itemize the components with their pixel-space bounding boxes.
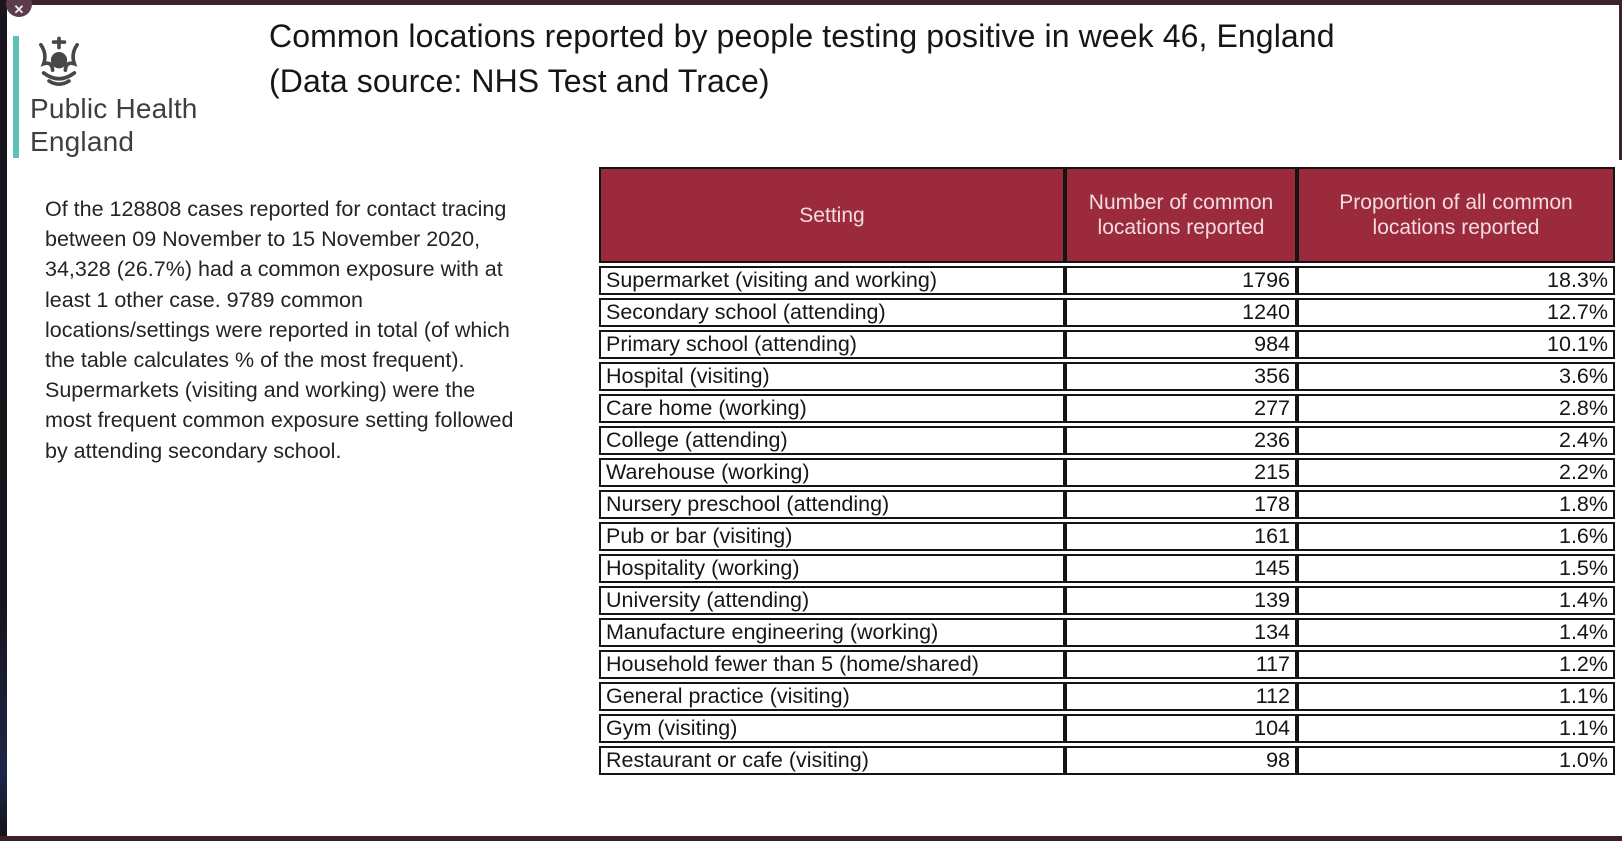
cell-count: 178 bbox=[1065, 490, 1297, 519]
cell-count: 117 bbox=[1065, 650, 1297, 679]
table-header-row bbox=[599, 167, 1615, 263]
cell-count: 215 bbox=[1065, 458, 1297, 487]
col-header-proportion: Proportion of all common locations reported bbox=[1297, 167, 1615, 263]
cell-setting: Pub or bar (visiting) bbox=[599, 522, 1065, 551]
cell-setting: Household fewer than 5 (home/shared) bbox=[599, 650, 1065, 679]
cell-proportion: 2.4% bbox=[1297, 426, 1615, 455]
frame-edge-left bbox=[0, 0, 7, 841]
table-row bbox=[599, 490, 1615, 519]
table-row bbox=[599, 618, 1615, 647]
cell-count: 145 bbox=[1065, 554, 1297, 583]
cell-setting: Hospital (visiting) bbox=[599, 362, 1065, 391]
cell-count: 984 bbox=[1065, 330, 1297, 359]
cell-proportion: 1.0% bbox=[1297, 746, 1615, 775]
table-row bbox=[599, 298, 1615, 327]
phe-logo-text bbox=[30, 92, 198, 158]
cell-setting: Gym (visiting) bbox=[599, 714, 1065, 743]
cell-setting: Restaurant or cafe (visiting) bbox=[599, 746, 1065, 775]
cell-count: 277 bbox=[1065, 394, 1297, 423]
table-row bbox=[599, 714, 1615, 743]
cell-setting: Manufacture engineering (working) bbox=[599, 618, 1065, 647]
cell-setting: Secondary school (attending) bbox=[599, 298, 1065, 327]
cell-setting: Nursery preschool (attending) bbox=[599, 490, 1065, 519]
cell-count: 1240 bbox=[1065, 298, 1297, 327]
cell-proportion: 1.4% bbox=[1297, 586, 1615, 615]
table-row bbox=[599, 426, 1615, 455]
cell-setting: Hospitality (working) bbox=[599, 554, 1065, 583]
col-header-count: Number of common locations reported bbox=[1065, 167, 1297, 263]
table-body bbox=[599, 266, 1615, 775]
page-title bbox=[269, 14, 1335, 104]
phe-logo-line2: England bbox=[30, 126, 135, 157]
close-icon[interactable]: ✕ bbox=[6, 0, 32, 17]
locations-table bbox=[599, 164, 1615, 778]
summary-paragraph: Of the 128808 cases reported for contact tracing between 09 November to 15 November 2020, 34,328 (26.7%) had a common exposure with at least 1 other case. 9789 common locations/settings were reported in total (of which the table calculates % of the most frequent). Supermarkets (visiting and working) were the most frequent common exposure setting followed by attending secondary school. bbox=[45, 197, 514, 463]
phe-logo-line1: Public Health bbox=[30, 93, 198, 124]
cell-proportion: 18.3% bbox=[1297, 266, 1615, 295]
frame-edge-top bbox=[0, 0, 1622, 5]
cell-proportion: 2.8% bbox=[1297, 394, 1615, 423]
table-row bbox=[599, 522, 1615, 551]
cell-setting: General practice (visiting) bbox=[599, 682, 1065, 711]
table-row bbox=[599, 394, 1615, 423]
cell-setting: Supermarket (visiting and working) bbox=[599, 266, 1065, 295]
table-row bbox=[599, 650, 1615, 679]
cell-proportion: 1.2% bbox=[1297, 650, 1615, 679]
phe-logo-teal-bar bbox=[13, 36, 19, 158]
table-row bbox=[599, 330, 1615, 359]
cell-proportion: 12.7% bbox=[1297, 298, 1615, 327]
cell-count: 1796 bbox=[1065, 266, 1297, 295]
table-row bbox=[599, 362, 1615, 391]
page-title-line1: Common locations reported by people testing positive in week 46, England bbox=[269, 18, 1335, 54]
cell-proportion: 1.8% bbox=[1297, 490, 1615, 519]
cell-setting: College (attending) bbox=[599, 426, 1065, 455]
cell-count: 139 bbox=[1065, 586, 1297, 615]
cell-proportion: 1.5% bbox=[1297, 554, 1615, 583]
cell-count: 356 bbox=[1065, 362, 1297, 391]
phe-crown-logo-icon bbox=[30, 32, 88, 97]
page-title-line2: (Data source: NHS Test and Trace) bbox=[269, 63, 770, 99]
cell-count: 236 bbox=[1065, 426, 1297, 455]
cell-count: 134 bbox=[1065, 618, 1297, 647]
cell-proportion: 1.4% bbox=[1297, 618, 1615, 647]
cell-setting: Primary school (attending) bbox=[599, 330, 1065, 359]
cell-setting: Warehouse (working) bbox=[599, 458, 1065, 487]
cell-proportion: 3.6% bbox=[1297, 362, 1615, 391]
cell-count: 104 bbox=[1065, 714, 1297, 743]
cell-proportion: 1.1% bbox=[1297, 682, 1615, 711]
cell-proportion: 10.1% bbox=[1297, 330, 1615, 359]
cell-proportion: 2.2% bbox=[1297, 458, 1615, 487]
cell-proportion: 1.6% bbox=[1297, 522, 1615, 551]
cell-count: 112 bbox=[1065, 682, 1297, 711]
cell-proportion: 1.1% bbox=[1297, 714, 1615, 743]
table-row bbox=[599, 682, 1615, 711]
frame-edge-bottom bbox=[0, 836, 1622, 841]
table-row bbox=[599, 266, 1615, 295]
table-row bbox=[599, 586, 1615, 615]
cell-count: 98 bbox=[1065, 746, 1297, 775]
cell-setting: University (attending) bbox=[599, 586, 1065, 615]
cell-count: 161 bbox=[1065, 522, 1297, 551]
col-header-setting: Setting bbox=[599, 167, 1065, 263]
table-row bbox=[599, 554, 1615, 583]
cell-setting: Care home (working) bbox=[599, 394, 1065, 423]
table-row bbox=[599, 746, 1615, 775]
locations-table-wrap bbox=[599, 164, 1615, 778]
table-row bbox=[599, 458, 1615, 487]
